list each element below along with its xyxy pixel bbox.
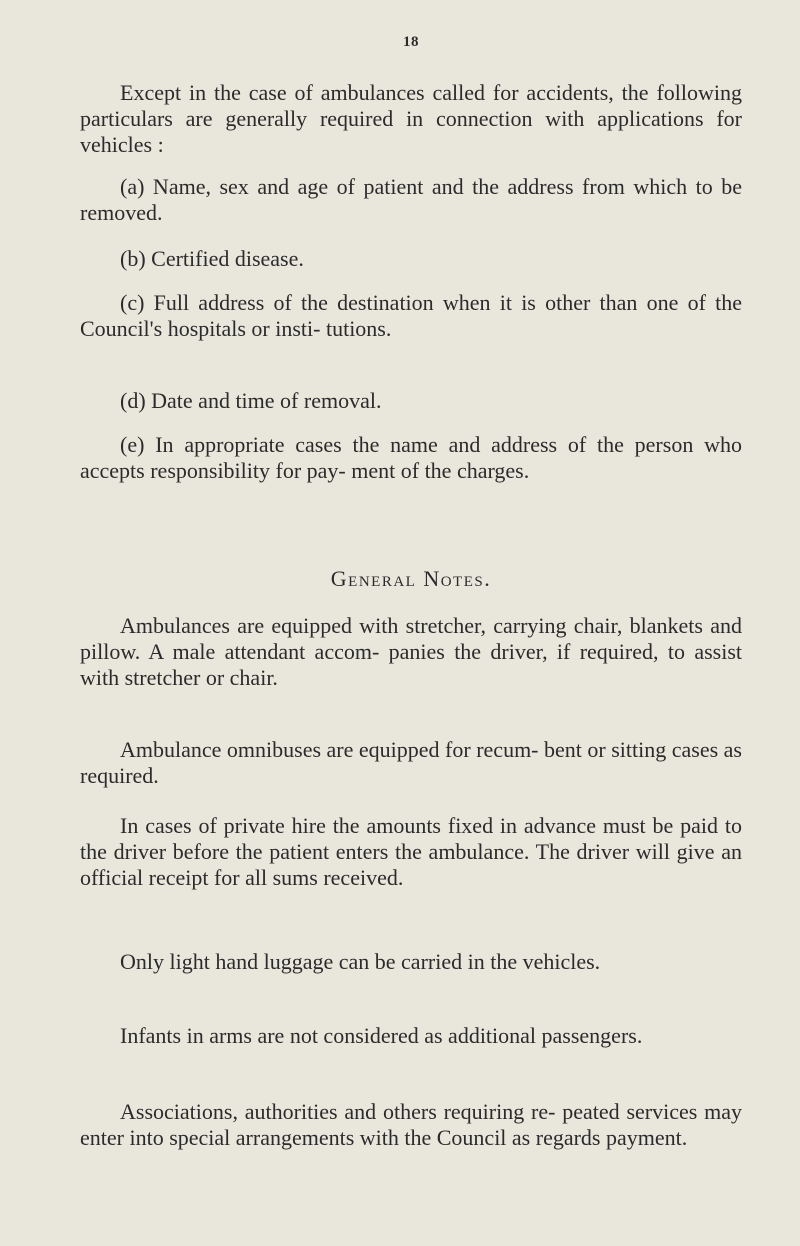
notes-paragraph-infants: Infants in arms are not considered as additional passengers. xyxy=(120,1023,643,1048)
notes-paragraph-omnibuses: Ambulance omnibuses are equipped for recum- bent or sitting cases as required. xyxy=(80,737,742,788)
particular-c: (c) Full address of the destination when it is other than one of the Council's hospitals or insti- tutions. xyxy=(80,290,742,341)
particular-e: (e) In appropriate cases the name and address of the person who accepts responsibility for pay- ment of the charges. xyxy=(80,432,742,483)
particular-a: (a) Name, sex and age of patient and the address from which to be removed. xyxy=(80,174,742,225)
particular-d: (d) Date and time of removal. xyxy=(120,388,382,413)
notes-paragraph-equipment: Ambulances are equipped with stretcher, carrying chair, blankets and pillow. A male attendant accom- panies the driver, if required, to assist with stretcher or chair. xyxy=(80,613,742,690)
particular-b: (b) Certified disease. xyxy=(120,246,304,271)
notes-paragraph-associations: Associations, authorities and others requiring re- peated services may enter into special arrangements with the Council as regards payment. xyxy=(80,1099,742,1150)
general-notes-heading: General Notes. xyxy=(330,566,492,591)
notes-paragraph-private-hire: In cases of private hire the amounts fixed in advance must be paid to the driver before the patient enters the ambulance. The driver will give an official receipt for all sums received. xyxy=(80,813,742,890)
page-number: 18 xyxy=(403,34,419,50)
notes-paragraph-luggage: Only light hand luggage can be carried in the vehicles. xyxy=(120,949,601,974)
intro-paragraph: Except in the case of ambulances called for accidents, the following particulars are generally required in connection with applications for vehicles : xyxy=(80,80,742,157)
